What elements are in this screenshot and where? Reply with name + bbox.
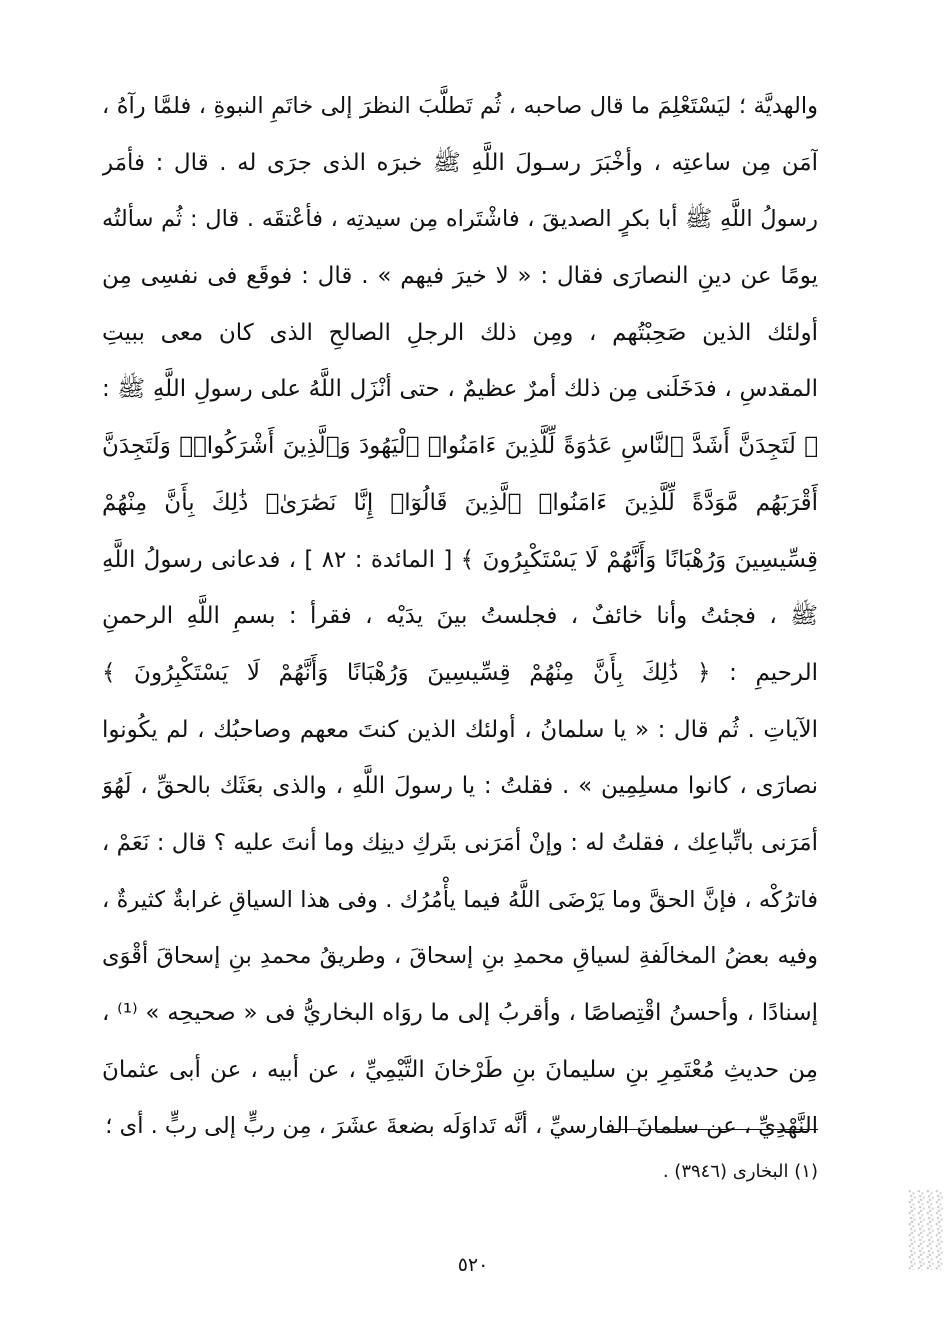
quran-verse-line: ﴿ لَتَجِدَنَّ أَشَدَّ ٱلنَّاسِ عَدَٰوَةً لِّلَّذِينَ ءَامَنُوا۟ ٱلْيَهُودَ وَٱلَّذِينَ أَشْرَكُوا۟ۖ وَلَتَجِدَنَّ: [102, 433, 818, 460]
text-line: ﷺ ، فجئتُ وأنا خائفٌ ، فجلستُ بينَ يدَيْه ، فقرأ : بسمِ اللَّهِ الرحمنِ: [102, 603, 818, 630]
text-line: آمَن مِن ساعتِه ، وأخْبَرَ رسـولَ اللَّهِ ﷺ خبرَه الذى جرَى له . قال : فأمَر: [102, 149, 818, 176]
text-line: وفيه بعضُ المخالَفةِ لسياقِ محمدِ بنِ إسحاقَ ، وطريقُ محمدِ بنِ إسحاقَ أقْوَى: [102, 943, 818, 970]
text-line: نصارَى ، كانوا مسلِمِين » . فقلتُ : يا رسولَ اللَّهِ ، والذى بعَثَك بالحقِّ ، لَهُوَ: [102, 773, 818, 800]
text-line: أولئك الذين صَحِبْتُهم ، ومِن ذلك الرجلِ الصالحِ الذى كان معى ببيتِ: [102, 319, 818, 346]
text-line: فاترُكْه ، فإنَّ الحقَّ وما يَرْضَى اللَّهُ فيما يأْمُرُك . وفى هذا السياقِ غرابةٌ كثيرةٌ ،: [102, 886, 818, 913]
text-line: أمَرَنى باتِّباعِك ، فقلتُ له : وإنْ أمَرَنى بتَركِ دينِك وما أنتَ عليه ؟ قال : نَعَمْ ،: [102, 829, 818, 856]
main-text: [102, 78, 818, 1155]
footnote-separator: [612, 1129, 818, 1130]
quran-verse-line: الرحيمِ : ﴿ ذَٰلِكَ بِأَنَّ مِنْهُمْ قِسِّيسِينَ وَرُهْبَانًا وَأَنَّهُمْ لَا يَسْتَكْبِرُونَ ﴾: [102, 659, 818, 686]
text-line: الآياتِ . ثُم قال : « يا سلمانُ ، أولئك الذين كنتَ معهم وصاحبُك ، لم يكُونوا: [102, 716, 818, 743]
text-line: مِن حديثِ مُعْتَمِرِ بنِ سليمانَ بنِ طَرْخانَ التَّيْمِيِّ ، عن أبيه ، عن أبى عثمانَ: [102, 1056, 818, 1083]
footnote: (١) البخارى (٣٩٤٦) .: [662, 1161, 818, 1182]
text-line: المقدسِ ، فدَخَلَنى مِن ذلك أمرٌ عظيمٌ ، حتى أنْزَل اللَّهُ على رسولِ اللَّهِ ﷺ :: [102, 376, 818, 403]
page-number: ٥٢٠: [457, 1254, 489, 1276]
text-line: إسنادًا ، وأحسنُ اقْتِصاصًا ، وأقربُ إلى ما روَاه البخاريُّ فى « صحيحِه » ⁽¹⁾ ،: [102, 1000, 818, 1026]
quran-verse-line: قِسِّيسِينَ وَرُهْبَانًا وَأَنَّهُمْ لَا يَسْتَكْبِرُونَ ﴾ [ المائدة : ٨٢ ] ، فدعانى رسولُ اللَّهِ: [102, 546, 818, 573]
text-line: النَّهْدِيِّ ، عن سلمانَ الفارسيِّ ، أنَّه تَداوَلَه بضعةَ عشَرَ ، مِن ربٍّ إلى ربٍّ . أى ؛: [105, 1113, 818, 1140]
scan-noise: [908, 1190, 944, 1270]
text-line: رسولُ اللَّهِ ﷺ أبا بكرٍ الصديقَ ، فاشْتَراه مِن سيدتِه ، فأعْتقَه . قال : ثُم سألتُه: [102, 206, 818, 233]
text-line: والهديَّة ؛ ليَسْتَعْلِمَ ما قال صاحبه ، ثُم تَطلَّبَ النظرَ إلى خاتَمِ النبوةِ ، فلمَّا رآهُ ،: [102, 93, 818, 119]
text-line: يومًا عن دينِ النصارَى فقال : « لا خيرَ فيهم » . قال : فوقَع فى نفسِى مِن: [102, 263, 818, 290]
quran-verse-line: أَقْرَبَهُم مَّوَدَّةً لِّلَّذِينَ ءَامَنُوا۟ ٱلَّذِينَ قَالُوٓا۟ إِنَّا نَصَٰرَىٰۚ ذَٰلِكَ بِأَنَّ مِنْهُمْ: [102, 489, 818, 516]
